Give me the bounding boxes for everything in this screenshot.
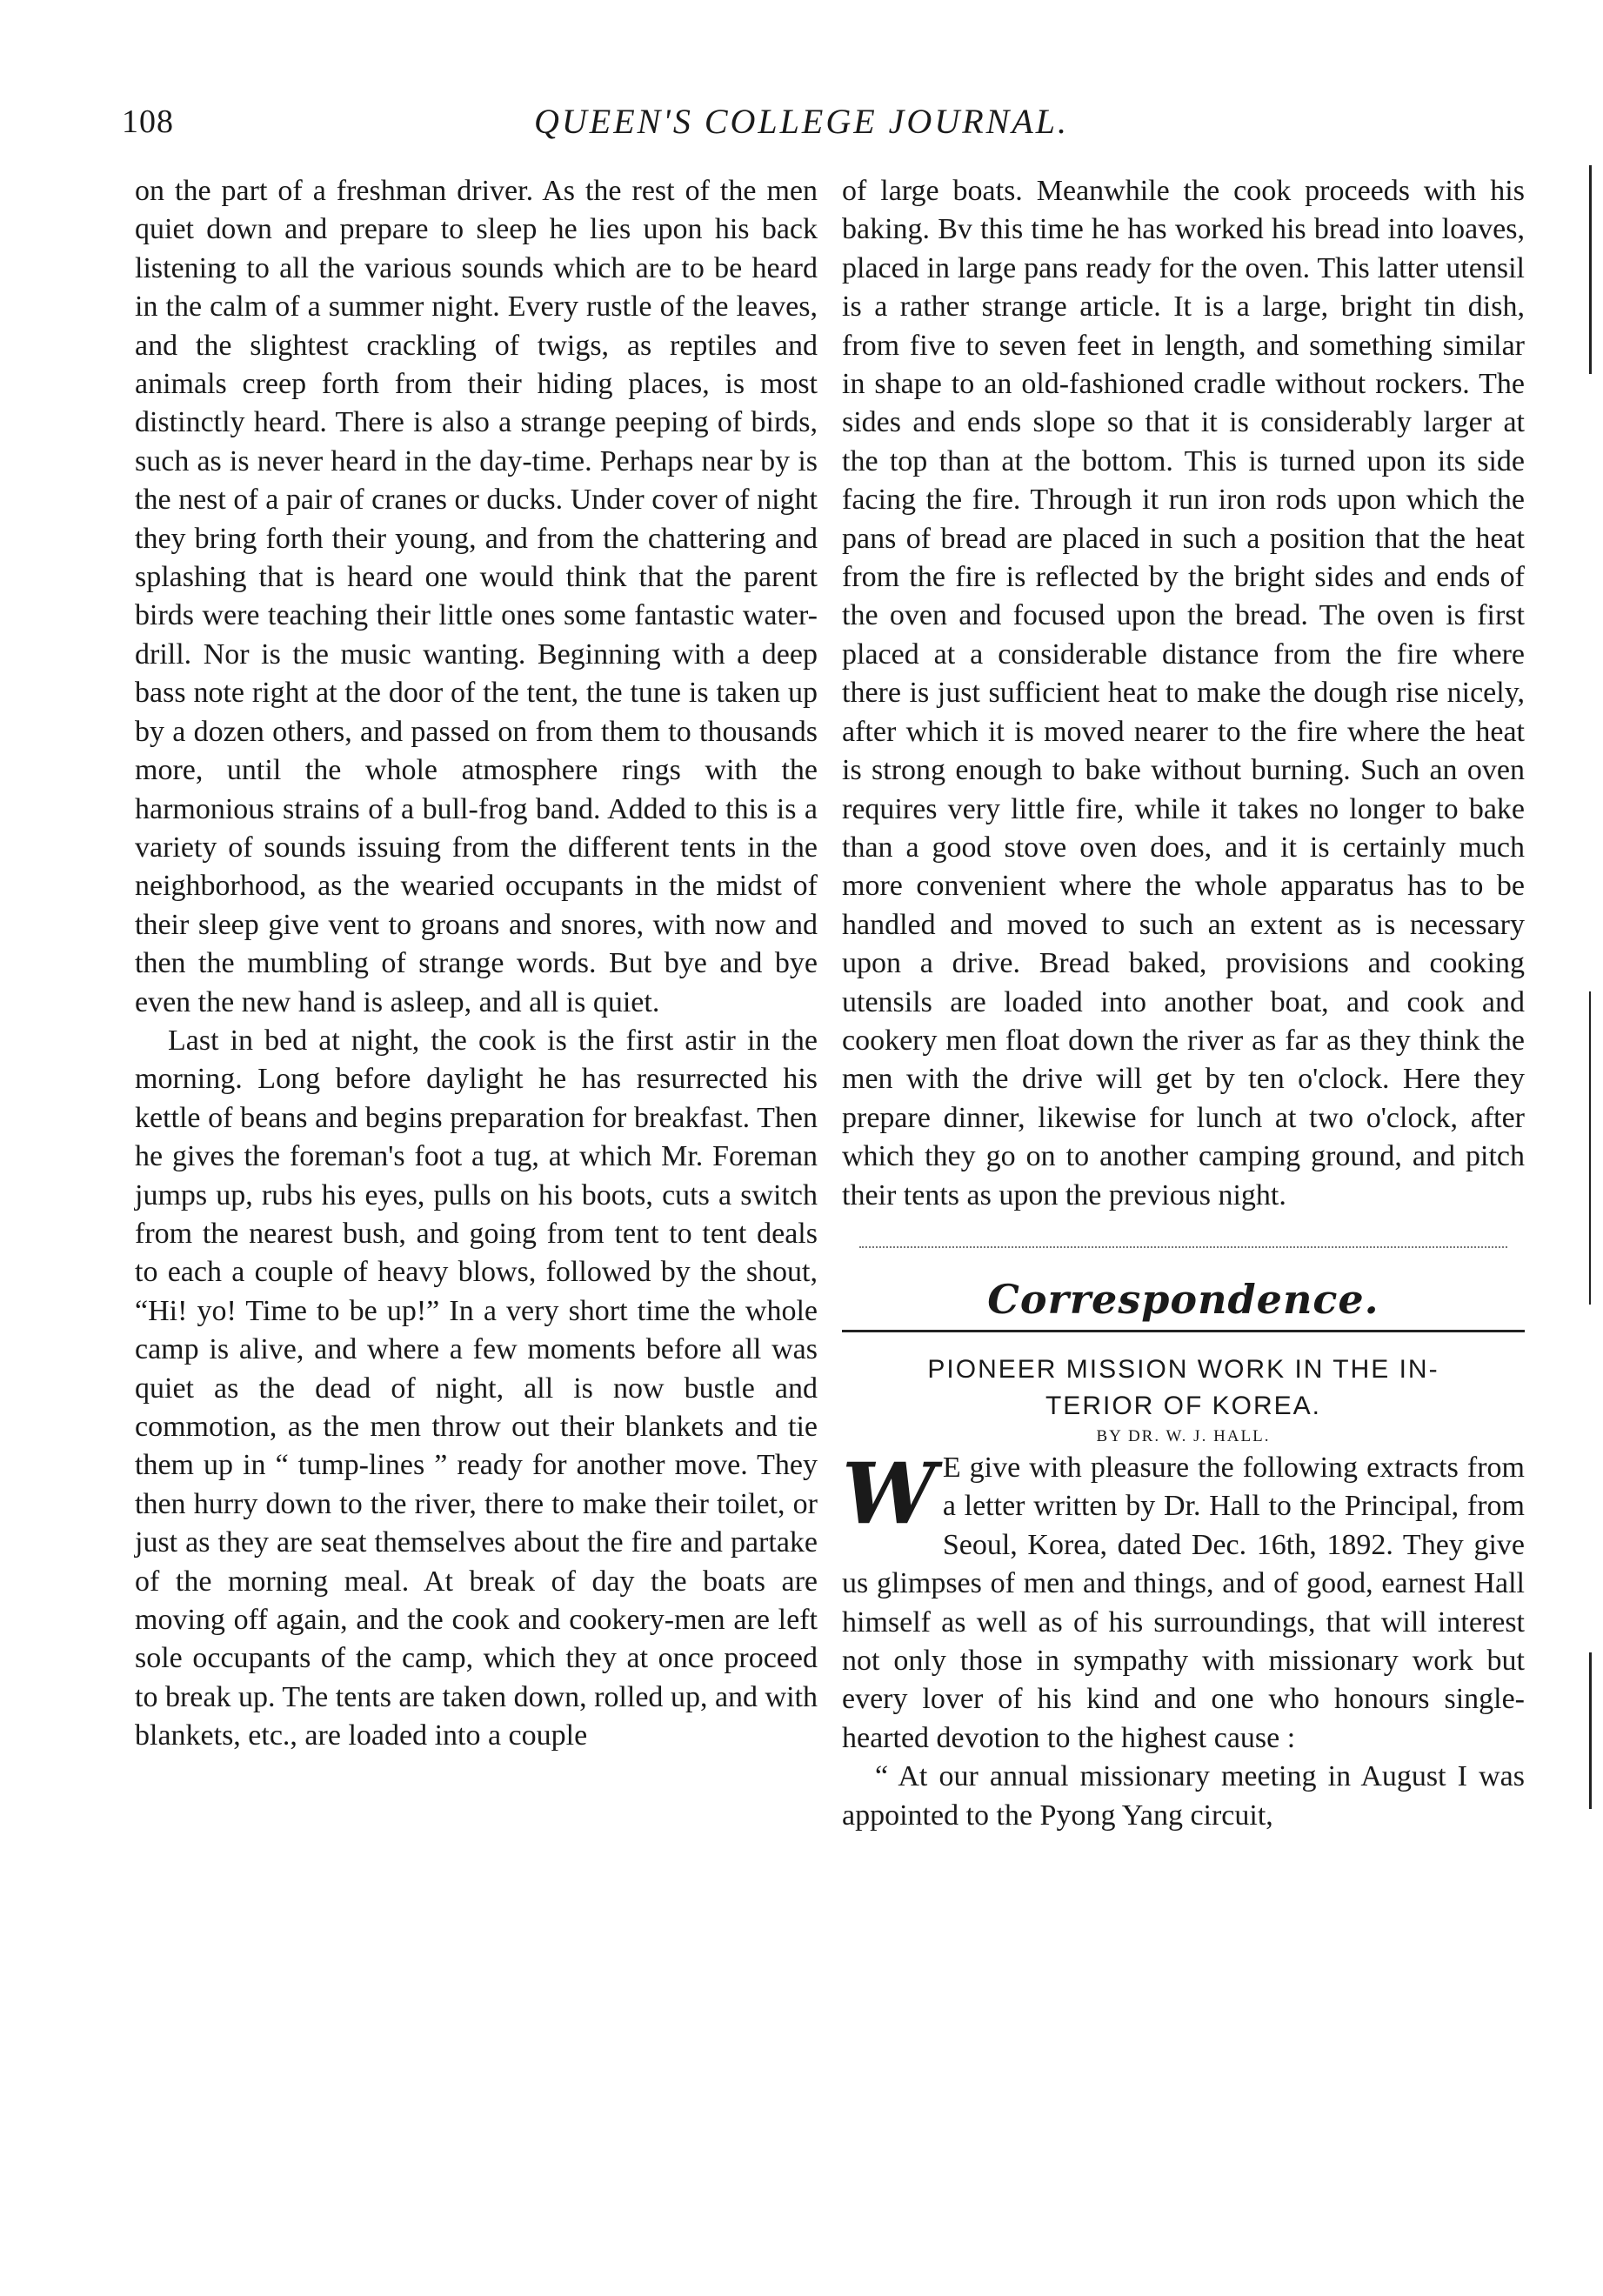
article-paragraph-1 [842, 1444, 1525, 1758]
binding-edge-mark [1589, 165, 1592, 374]
article-title-line-2: TERIOR OF KOREA. [1045, 1391, 1322, 1420]
article-paragraph-2: “ At our annual missionary meeting in August I was appointed to the Pyong Yang circuit, [842, 1760, 1525, 1832]
binding-edge-mark [1589, 1652, 1592, 1809]
article-paragraph-1-text: E give with pleasure the following extracts from a letter written by Dr. Hall to the Principal, from Seoul, Korea, dated Dec. 16th, 1892. They give us glimpses of men and things, and of good, earnest Hall himself as well as of his surroundings, that will interest not only those in sympathy with missionary work but every lover of his kind and one who honours single-hearted devotion to the highest cause : [842, 1451, 1525, 1754]
byline: BY DR. W. J. HALL. [1096, 1426, 1271, 1445]
left-paragraph-1: on the part of a freshman driver. As the rest of the men quiet down and prepare to sleep he lies upon his back listening to all the various sounds which are to be heard in the calm of a summer night. Every rustle of the leaves, and the slightest crackling of twigs, as reptiles and animals creep forth from their hiding places, is most distinctly heard. There is also a strange peeping of birds, such as is never heard in the day-time. Perhaps near by is the nest of a pair of cranes or ducks. Under cover of night they bring forth their young, and from the chattering and splashing that is heard one would think that the parent birds were teaching their little ones some fantastic water-drill. Nor is the music wanting. Beginning with a deep bass note right at the door of the tent, the tune is taken up by a dozen others, and passed on from them to thousands more, until the whole atmosphere rings with the harmonious strains of a bull-frog band. Added to this is a variety of sounds issuing from the different tents in the neighborhood, as the wearied occupants in the midst of their sleep give vent to groans and snores, with now and then the mumbling of strange words. But bye and bye even the new hand is asleep, and all is quiet. [135, 175, 818, 1018]
left-column [135, 172, 818, 1756]
binding-edge-mark [1589, 991, 1591, 1305]
section-divider [859, 1246, 1507, 1248]
article-title-line-1: PIONEER MISSION WORK IN THE IN- [927, 1354, 1439, 1384]
left-paragraph-2: Last in bed at night, the cook is the first astir in the morning. Long before daylight he has resurrected his kettle of beans and begins preparation for breakfast. Then he gives the foreman's foot a tug, at which Mr. Foreman jumps up, rubs his eyes, pulls on his boots, cuts a switch from the nearest bush, and going from tent to tent deals to each a couple of heavy blows, followed by the shout, “Hi! yo! Time to be up!” In a very short time the whole camp is alive, and where a few moments before all was quiet as the dead of night, all is now bustle and commotion, as the men throw out their blankets and tie them up in “ tump-lines ” ready for another move. They then hurry down to the river, there to make their toilet, or just as they are seat themselves about the fire and partake of the morning meal. At break of day the boats are moving off again, and the cook and cookery-men are left sole occupants of the camp, which they at once proceed to break up. The tents are taken down, rolled up, and with blankets, etc., are loaded into a couple [135, 1024, 818, 1752]
heading-rule [842, 1330, 1525, 1332]
running-title: QUEEN'S COLLEGE JOURNAL. [533, 102, 1069, 141]
right-column [842, 172, 1525, 1835]
drop-cap: W [842, 1444, 936, 1543]
section-heading: Correspondence. [987, 1275, 1379, 1323]
right-paragraph-1: of large boats. Meanwhile the cook proceeds with his baking. Bv this time he has worked his bread into loaves, placed in large pans ready for the oven. This latter utensil is a rather strange article. It is a large, bright tin dish, from five to seven feet in length, and something similar in shape to an old-fashioned cradle without rockers. The sides and ends slope so that it is considerably larger at the top than at the bottom. This is turned upon its side facing the fire. Through it run iron rods upon which the pans of bread are placed in such a position that the heat from the fire is reflected by the bright sides and ends of the oven and focused upon the bread. The oven is first placed at a considerable distance from the fire where there is just sufficient heat to make the dough rise nicely, after which it is moved nearer to the fire where the heat is strong enough to bake without burning. Such an oven requires very little fire, while it takes no longer to bake than a good stove oven does, and it is certainly much more convenient where the whole apparatus has to be handled and moved to such an extent as is necessary upon a drive. Bread baked, provisions and cooking utensils are loaded into another boat, and cook and cookery men float down the river as far as they think the men with the drive will get by ten o'clock. Here they prepare dinner, likewise for lunch at two o'clock, after which they go on to another camping ground, and pitch their tents as upon the previous night. [842, 175, 1525, 1211]
page-number: 108 [122, 103, 174, 140]
